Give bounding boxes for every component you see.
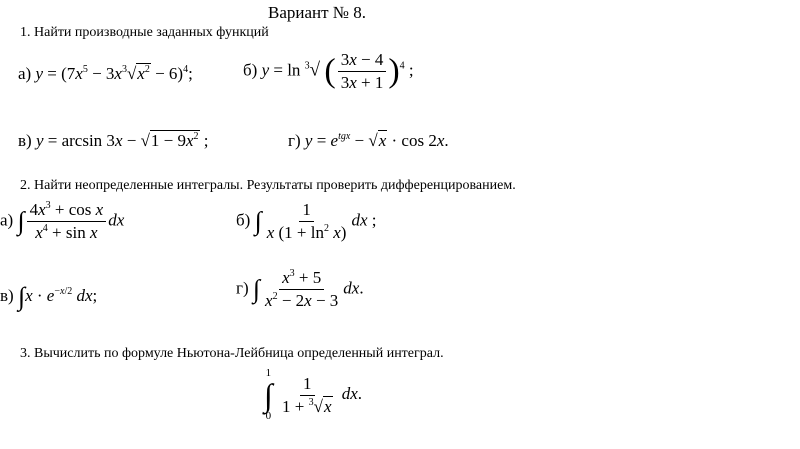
upper-limit: 1 bbox=[265, 367, 272, 379]
task-1-heading: 1. Найти производные заданных функций bbox=[20, 25, 269, 40]
task-1v: в) $y = \arcsin 3x - √1 - 9x^2$ ; bbox=[18, 131, 209, 150]
task-3-integral: 1 ∫ 0 $\frac{1}{1 + ^3√x}$ dx. bbox=[264, 367, 363, 422]
task-2g: г) ∫ $\frac{x^3 + 5}{x^2 - 2x - 3}$ dx. bbox=[236, 268, 364, 310]
task-2a: а) ∫ $\frac{4x^3 + \cos x}{x^4 + \sin x}$ dx bbox=[0, 200, 125, 242]
label: г) bbox=[236, 278, 249, 298]
task-1g: г) $y = e^{tgx} - √x \cdot \cos 2x$. bbox=[288, 131, 449, 150]
label: б) bbox=[236, 210, 251, 230]
label: в) bbox=[18, 131, 32, 150]
task-2b: б) ∫ $\frac{1}{x (1 + \ln^2 x)}$ dx ; bbox=[236, 200, 377, 242]
label: а) bbox=[18, 64, 32, 83]
lower-limit: 0 bbox=[265, 410, 272, 422]
task-2-heading: 2. Найти неопределенные интегралы. Результаты проверить дифференцированием. bbox=[20, 178, 516, 193]
task-1b: б) y = ln $^3$√ ( $\frac{3x - 4}{3x + 1}$ )$^4$ ; bbox=[243, 50, 414, 92]
task-1a: а) $y = (7x^5 - 3x^3√x^2 - 6)^4$; bbox=[18, 64, 193, 83]
task-2v: в) $\int x \cdot e^{-x/2}$ dx; bbox=[0, 282, 98, 311]
variant-title: Вариант № 8. bbox=[268, 3, 367, 22]
label: а) bbox=[0, 210, 14, 230]
label: г) bbox=[288, 131, 301, 150]
label: в) bbox=[0, 285, 14, 305]
task-3-heading: 3. Вычислить по формуле Ньютона-Лейбница определенный интеграл. bbox=[20, 346, 444, 361]
label: б) bbox=[243, 60, 258, 80]
